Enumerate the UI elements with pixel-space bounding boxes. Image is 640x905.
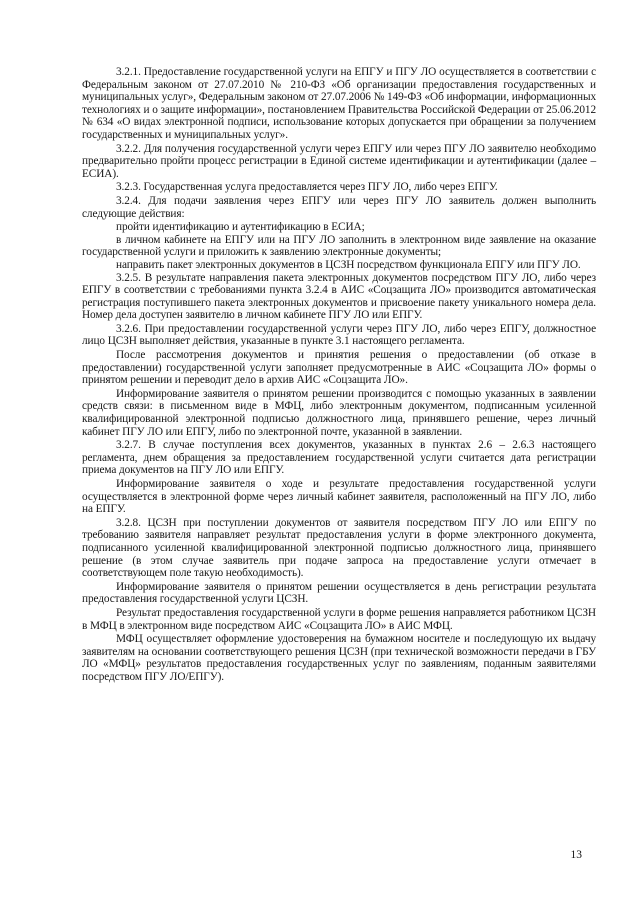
paragraph-progress-info: Информирование заявителя о ходе и результате предоставления государственной услуги осуществляется в электронной форме через личный кабинет заявителя, расположенный на ПГУ ЛО, либо на ЕПГУ. (82, 478, 596, 516)
paragraph-3-2-6: 3.2.6. При предоставлении государственной услуги через ПГУ ЛО, либо через ЕПГУ, должностное лицо ЦСЗН выполняет действия, указанные в пункте 3.1 настоящего регламента. (82, 322, 596, 348)
paragraph-3-2-7: 3.2.7. В случае поступления всех документов, указанных в пунктах 2.6 – 2.6.3 настоящего регламента, днем обращения за предоставлением государственной услуги считается дата регистрации приема документов на ПГУ ЛО или ЕПГУ. (82, 439, 596, 477)
paragraph-3-2-2: 3.2.2. Для получения государственной услуги через ЕПГУ или через ПГУ ЛО заявителю необходимо предварительно пройти процесс регистрации в Единой системе идентификации и аутентификации (далее – ЕСИА). (82, 142, 596, 180)
paragraph-result-info: Информирование заявителя о принятом решении осуществляется в день регистрации результата предоставления государственной услуги ЦСЗН. (82, 580, 596, 606)
paragraph-3-2-5: 3.2.5. В результате направления пакета электронных документов посредством ПГУ ЛО, либо через ЕПГУ в соответствии с требованиями пункта 3.2.4 в АИС «Соцзащита ЛО» производится автоматическая регистрация поступившего пакета электронных документов и присвоение пакету уникального номера дела. Номер дела доступен заявителю в личном кабинете ПГУ ЛО или ЕПГУ. (82, 271, 596, 322)
action-item-2: в личном кабинете на ЕПГУ или на ПГУ ЛО заполнить в электронном виде заявление на оказание государственной услуги и приложить к заявлению электронные документы; (82, 233, 596, 259)
paragraph-informing: Информирование заявителя о принятом решении производится с помощью указанных в заявлении средств связи: в письменном виде в МФЦ, либо электронным документом, подписанным усиленной квалифицированной электронной подписью должностного лица, принявшего решение, через личный кабинет ПГУ ЛО или ЕПГУ, либо по электронной почте, указанной в заявлении. (82, 387, 596, 438)
page-number: 13 (570, 849, 582, 861)
paragraph-result-sent: Результат предоставления государственной услуги в форме решения направляется работником ЦСЗН в МФЦ в электронном виде посредством АИС «Соцзащита ЛО» в АИС МФЦ. (82, 606, 596, 632)
action-item-3: направить пакет электронных документов в ЦСЗН посредством функционала ЕПГУ или ПГУ ЛО. (116, 258, 581, 271)
paragraph-3-2-8: 3.2.8. ЦСЗН при поступлении документов от заявителя посредством ПГУ ЛО или ЕПГУ по требованию заявителя направляет результат предоставления услуги в форме электронного документа, подписанного усиленной квалифицированной электронной подписью должностного лица, принявшего решение (в этом случае заявитель при подаче запроса на предоставление услуги отмечает в соответствующем поле такую необходимость). (82, 516, 596, 580)
paragraph-3-2-4: 3.2.4. Для подачи заявления через ЕПГУ или через ПГУ ЛО заявитель должен выполнить следующие действия: (82, 194, 596, 220)
paragraph-3-2-1: 3.2.1. Предоставление государственной услуги на ЕПГУ и ПГУ ЛО осуществляется в соответствии с Федеральным законом от 27.07.2010 № 210-ФЗ «Об организации предоставления государственных и муниципальных услуг», Федеральным законом от 27.07.2006 № 149-ФЗ «Об информации, информационных технологиях и о защите информации», постановлением Правительства Российской Федерации от 25.06.2012 № 634 «О видах электронной подписи, использование которых допускается при обращении за получением государственных и муниципальных услуг». (82, 66, 596, 141)
action-item-1: пройти идентификацию и аутентификацию в ЕСИА; (116, 221, 365, 234)
paragraph-mfc: МФЦ осуществляет оформление удостоверения на бумажном носителе и последующую их выдачу заявителям на основании соответствующего решения ЦСЗН (при технической возможности передачи в ГБУ ЛО «МФЦ» результатов предоставления государственных услуг по заявлениям, поданным заявителями посредством ПГУ ЛО/ЕПГУ). (82, 633, 596, 683)
paragraph-3-2-3: 3.2.3. Государственная услуга предоставляется через ПГУ ЛО, либо через ЕПГУ. (116, 181, 498, 194)
paragraph-decision: После рассмотрения документов и принятия решения о предоставлении (об отказе в предоставлении) государственной услуги заполняет предусмотренные в АИС «Соцзащита ЛО» формы о принятом решении и переводит дело в архив АИС «Соцзащита ЛО». (82, 349, 596, 387)
